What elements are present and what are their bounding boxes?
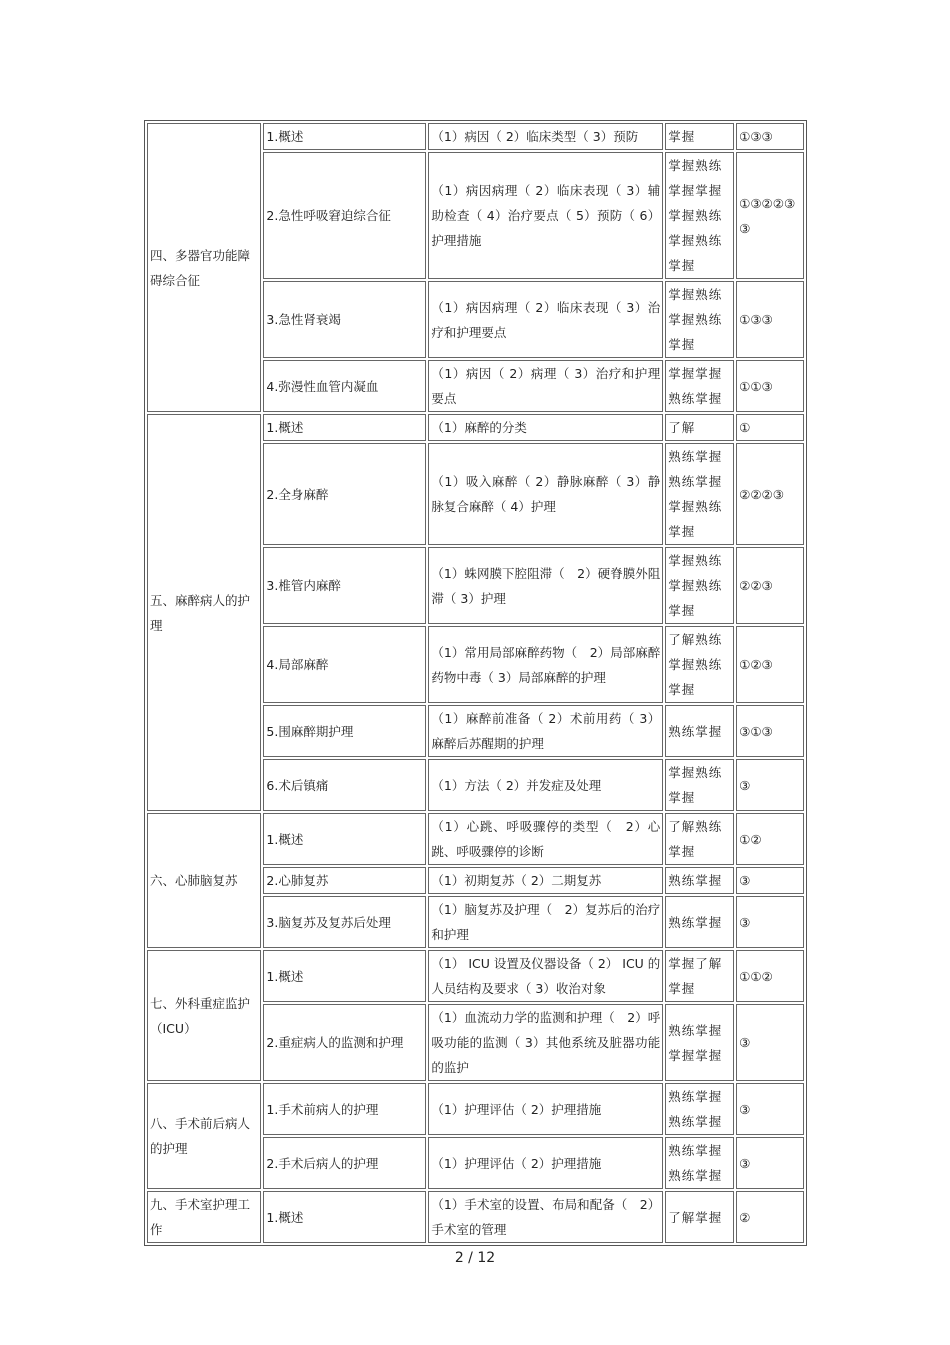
requirement-cell: 熟练掌握熟练掌握 bbox=[665, 1137, 734, 1189]
topic-cell: 2.全身麻醉 bbox=[263, 443, 426, 545]
requirement-cell: 熟练掌握熟练掌握 bbox=[665, 1083, 734, 1135]
requirement-cell: 掌握熟练掌握熟练掌握 bbox=[665, 547, 734, 624]
content-cell: （1）护理评估（ 2）护理措施 bbox=[428, 1083, 663, 1135]
level-cell: ③ bbox=[736, 867, 804, 894]
content-cell: （1）病因（ 2）病理（ 3）治疗和护理要点 bbox=[428, 360, 663, 412]
syllabus-body bbox=[147, 123, 804, 1243]
content-cell: （1）常用局部麻醉药物（ 2）局部麻醉药物中毒（ 3）局部麻醉的护理 bbox=[428, 626, 663, 703]
content-cell: （1） ICU 设置及仪器设备（ 2） ICU 的人员结构及要求（ 3）收治对象 bbox=[428, 950, 663, 1002]
level-cell: ①②③ bbox=[736, 626, 804, 703]
unit-title: 五、麻醉病人的护理 bbox=[147, 414, 261, 811]
content-cell: （1）蛛网膜下腔阻滞（ 2）硬脊膜外阻滞（ 3）护理 bbox=[428, 547, 663, 624]
topic-cell: 1.概述 bbox=[263, 813, 426, 865]
requirement-cell: 熟练掌握 bbox=[665, 705, 734, 757]
requirement-cell: 了解掌握 bbox=[665, 1191, 734, 1243]
requirement-cell: 了解熟练掌握 bbox=[665, 813, 734, 865]
level-cell: ①③③ bbox=[736, 123, 804, 150]
table-row bbox=[147, 1083, 804, 1135]
topic-cell: 4.局部麻醉 bbox=[263, 626, 426, 703]
content-cell: （1）麻醉前准备（ 2）术前用药（ 3）麻醉后苏醒期的护理 bbox=[428, 705, 663, 757]
level-cell: ③ bbox=[736, 1004, 804, 1081]
topic-cell: 2.心肺复苏 bbox=[263, 867, 426, 894]
unit-title: 六、心肺脑复苏 bbox=[147, 813, 261, 948]
requirement-cell: 了解 bbox=[665, 414, 734, 441]
table-row bbox=[147, 414, 804, 441]
content-cell: （1）血流动力学的监测和护理（ 2）呼吸功能的监测（ 3）其他系统及脏器功能的监护 bbox=[428, 1004, 663, 1081]
level-cell: ①③③ bbox=[736, 281, 804, 358]
topic-cell: 3.脑复苏及复苏后处理 bbox=[263, 896, 426, 948]
requirement-cell: 掌握熟练掌握掌握掌握熟练掌握熟练掌握 bbox=[665, 152, 734, 279]
topic-cell: 1.概述 bbox=[263, 414, 426, 441]
table-row bbox=[147, 1191, 804, 1243]
content-cell: （1）病因病理（ 2）临床表现（ 3）辅助检查（ 4）治疗要点（ 5）预防（ 6）护理措施 bbox=[428, 152, 663, 279]
level-cell: ②②②③ bbox=[736, 443, 804, 545]
level-cell: ①①② bbox=[736, 950, 804, 1002]
content-cell: （1）脑复苏及护理（ 2）复苏后的治疗和护理 bbox=[428, 896, 663, 948]
topic-cell: 5.围麻醉期护理 bbox=[263, 705, 426, 757]
level-cell: ① bbox=[736, 414, 804, 441]
content-cell: （1）手术室的设置、布局和配备（ 2）手术室的管理 bbox=[428, 1191, 663, 1243]
content-cell: （1）吸入麻醉（ 2）静脉麻醉（ 3）静脉复合麻醉（ 4）护理 bbox=[428, 443, 663, 545]
table-row bbox=[147, 950, 804, 1002]
requirement-cell: 了解熟练掌握熟练掌握 bbox=[665, 626, 734, 703]
level-cell: ①③②②③③ bbox=[736, 152, 804, 279]
requirement-cell: 熟练掌握掌握掌握 bbox=[665, 1004, 734, 1081]
level-cell: ③ bbox=[736, 1083, 804, 1135]
unit-title: 四、多器官功能障碍综合征 bbox=[147, 123, 261, 412]
topic-cell: 3.椎管内麻醉 bbox=[263, 547, 426, 624]
topic-cell: 1.概述 bbox=[263, 1191, 426, 1243]
topic-cell: 2.手术后病人的护理 bbox=[263, 1137, 426, 1189]
topic-cell: 4.弥漫性血管内凝血 bbox=[263, 360, 426, 412]
topic-cell: 1.概述 bbox=[263, 123, 426, 150]
content-cell: （1）麻醉的分类 bbox=[428, 414, 663, 441]
content-cell: （1）初期复苏（ 2）二期复苏 bbox=[428, 867, 663, 894]
requirement-cell: 熟练掌握熟练掌握掌握熟练掌握 bbox=[665, 443, 734, 545]
requirement-cell: 掌握掌握熟练掌握 bbox=[665, 360, 734, 412]
topic-cell: 3.急性肾衰竭 bbox=[263, 281, 426, 358]
level-cell: ②②③ bbox=[736, 547, 804, 624]
level-cell: ② bbox=[736, 1191, 804, 1243]
level-cell: ①② bbox=[736, 813, 804, 865]
requirement-cell: 掌握熟练掌握 bbox=[665, 759, 734, 811]
unit-title: 八、手术前后病人的护理 bbox=[147, 1083, 261, 1189]
unit-title: 九、手术室护理工作 bbox=[147, 1191, 261, 1243]
requirement-cell: 掌握 bbox=[665, 123, 734, 150]
level-cell: ③ bbox=[736, 896, 804, 948]
unit-title: 七、外科重症监护（ICU） bbox=[147, 950, 261, 1081]
topic-cell: 2.重症病人的监测和护理 bbox=[263, 1004, 426, 1081]
topic-cell: 2.急性呼吸窘迫综合征 bbox=[263, 152, 426, 279]
table-row bbox=[147, 123, 804, 150]
level-cell: ③ bbox=[736, 1137, 804, 1189]
content-cell: （1）病因病理（ 2）临床表现（ 3）治疗和护理要点 bbox=[428, 281, 663, 358]
requirement-cell: 熟练掌握 bbox=[665, 867, 734, 894]
topic-cell: 6.术后镇痛 bbox=[263, 759, 426, 811]
requirement-cell: 熟练掌握 bbox=[665, 896, 734, 948]
content-cell: （1）护理评估（ 2）护理措施 bbox=[428, 1137, 663, 1189]
table-row bbox=[147, 813, 804, 865]
topic-cell: 1.手术前病人的护理 bbox=[263, 1083, 426, 1135]
level-cell: ①①③ bbox=[736, 360, 804, 412]
requirement-cell: 掌握了解掌握 bbox=[665, 950, 734, 1002]
topic-cell: 1.概述 bbox=[263, 950, 426, 1002]
syllabus-table bbox=[144, 120, 807, 1246]
level-cell: ③①③ bbox=[736, 705, 804, 757]
level-cell: ③ bbox=[736, 759, 804, 811]
content-cell: （1）病因（ 2）临床类型（ 3）预防 bbox=[428, 123, 663, 150]
content-cell: （1）心跳、呼吸骤停的类型（ 2）心跳、呼吸骤停的诊断 bbox=[428, 813, 663, 865]
requirement-cell: 掌握熟练掌握熟练掌握 bbox=[665, 281, 734, 358]
content-cell: （1）方法（ 2）并发症及处理 bbox=[428, 759, 663, 811]
page-number: 2 / 12 bbox=[454, 1250, 496, 1266]
